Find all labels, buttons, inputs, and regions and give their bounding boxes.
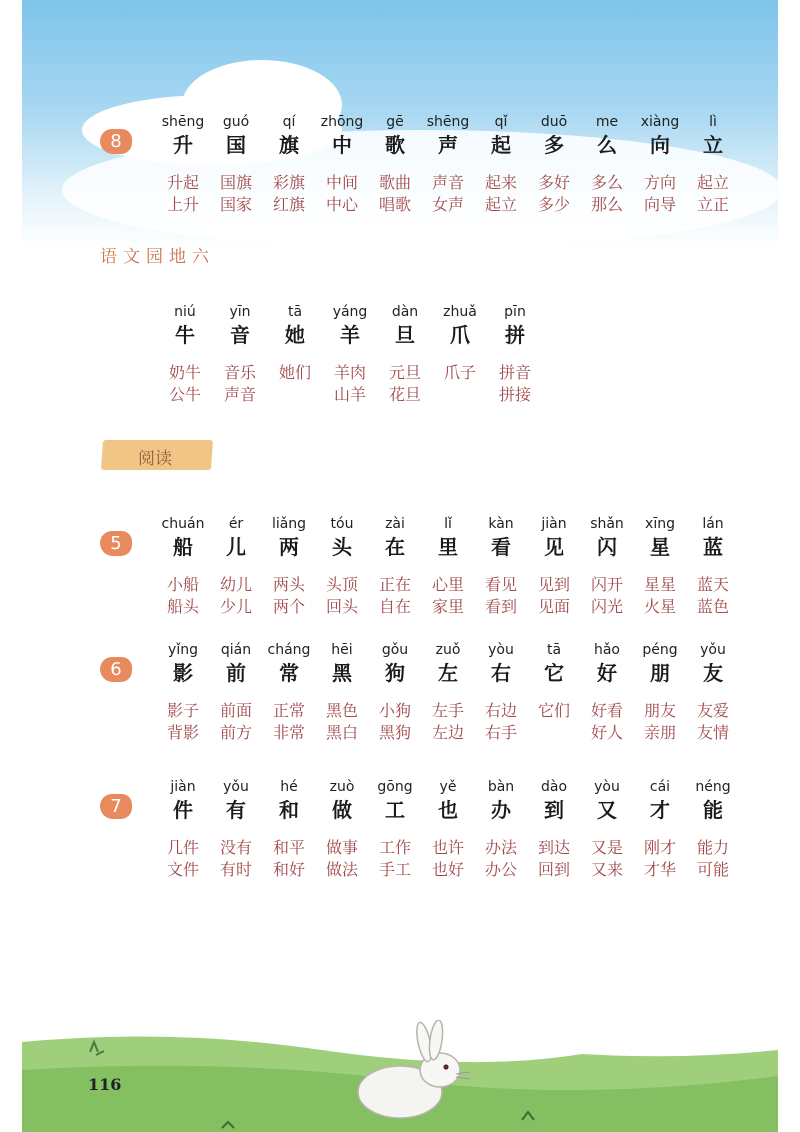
lesson-8-badge: 8 — [100, 129, 132, 154]
example-word-2: 右手 — [484, 723, 517, 742]
character: 船 — [173, 535, 193, 559]
example-word-1: 小狗 — [378, 701, 411, 720]
example-word-1: 小船 — [166, 575, 199, 594]
example-word-2: 红旗 — [272, 195, 305, 214]
example-word-1: 它们 — [537, 701, 570, 720]
pinyin: xīng — [645, 516, 675, 532]
pinyin: me — [595, 114, 619, 130]
example-word-1: 心里 — [431, 575, 464, 594]
example-word-1: 做事 — [325, 838, 358, 857]
pinyin: zuǒ — [435, 642, 461, 658]
example-word-2: 看到 — [484, 597, 517, 616]
pinyin: lì — [709, 114, 717, 130]
character-entry — [314, 113, 370, 216]
example-word-2: 女声 — [431, 195, 464, 214]
pinyin: yòu — [488, 642, 514, 658]
pinyin: shǎn — [590, 516, 624, 532]
character: 才 — [650, 798, 670, 822]
example-word-1: 头顶 — [325, 575, 358, 594]
character: 到 — [544, 798, 564, 822]
character-entry — [685, 641, 741, 744]
character: 声 — [438, 133, 458, 157]
pinyin: qián — [220, 642, 252, 658]
example-word-2: 见面 — [537, 597, 570, 616]
example-word-2: 文件 — [166, 860, 199, 879]
pinyin: hǎo — [593, 642, 621, 658]
example-word-2: 又来 — [590, 860, 623, 879]
pinyin: kàn — [488, 516, 514, 532]
character: 左 — [438, 661, 458, 685]
pinyin: qǐ — [494, 114, 508, 130]
pinyin: yǒu — [700, 642, 726, 658]
character: 么 — [597, 133, 617, 157]
example-word-2: 上升 — [166, 195, 199, 214]
character: 升 — [173, 133, 193, 157]
character-entry — [473, 515, 529, 618]
pinyin: jiàn — [170, 779, 196, 795]
example-word-1: 黑色 — [325, 701, 358, 720]
character: 又 — [597, 798, 617, 822]
pinyin: niú — [174, 304, 196, 320]
character: 朋 — [650, 661, 670, 685]
character: 中 — [332, 133, 352, 157]
lesson-7-badge: 7 — [100, 794, 132, 819]
character: 蓝 — [703, 535, 723, 559]
reading-tag-label: 阅读 — [138, 449, 172, 469]
example-word-2: 船头 — [166, 597, 199, 616]
example-word-2: 蓝色 — [696, 597, 729, 616]
character-entry — [367, 641, 423, 744]
example-word-1: 中间 — [325, 173, 358, 192]
character-entry — [322, 303, 378, 406]
example-word-2: 友情 — [696, 723, 729, 742]
character-entry — [208, 641, 264, 744]
character: 见 — [544, 535, 564, 559]
character-entry — [420, 641, 476, 744]
example-word-2: 黑狗 — [378, 723, 411, 742]
character-entry — [367, 515, 423, 618]
character-entry — [487, 303, 543, 406]
example-word-2: 唱歌 — [378, 195, 411, 214]
pinyin: zuò — [329, 779, 355, 795]
character-entry — [314, 515, 370, 618]
example-word-2: 才华 — [643, 860, 676, 879]
example-word-2: 左边 — [431, 723, 464, 742]
example-word-1: 正常 — [272, 701, 305, 720]
character-entry — [632, 778, 688, 881]
character-entry — [261, 778, 317, 881]
pinyin: jiàn — [541, 516, 567, 532]
character-entry — [685, 113, 741, 216]
example-word-1: 星星 — [643, 575, 676, 594]
character: 向 — [650, 133, 670, 157]
pinyin: liǎng — [271, 516, 307, 532]
character: 立 — [703, 133, 723, 157]
lesson-5-badge: 5 — [100, 531, 132, 556]
example-word-2: 火星 — [643, 597, 676, 616]
character: 头 — [332, 535, 352, 559]
character-entry — [314, 641, 370, 744]
example-word-2 — [432, 384, 488, 406]
character: 好 — [597, 661, 617, 685]
example-word-1: 没有 — [219, 838, 252, 857]
example-word-2: 多少 — [537, 195, 570, 214]
example-word-2: 那么 — [590, 195, 623, 214]
pinyin: dàn — [391, 304, 419, 320]
example-word-1: 工作 — [378, 838, 411, 857]
character-entry — [208, 515, 264, 618]
example-word-1: 起来 — [484, 173, 517, 192]
pinyin: zhuǎ — [443, 304, 477, 320]
character: 起 — [491, 133, 511, 157]
pinyin: shēng — [426, 114, 470, 130]
character: 右 — [491, 661, 511, 685]
character-entry — [155, 778, 211, 881]
example-word-1: 羊肉 — [333, 363, 366, 382]
character: 狗 — [385, 661, 405, 685]
pinyin: hēi — [331, 642, 353, 658]
example-word-2 — [267, 384, 323, 406]
example-word-2: 公牛 — [168, 385, 201, 404]
character-entry — [367, 113, 423, 216]
character-entry — [632, 641, 688, 744]
character: 有 — [226, 798, 246, 822]
example-word-2: 回到 — [537, 860, 570, 879]
pinyin: pīn — [504, 304, 526, 320]
example-word-1: 她们 — [278, 363, 311, 382]
character: 牛 — [175, 323, 195, 347]
example-word-1: 蓝天 — [696, 575, 729, 594]
character: 歌 — [385, 133, 405, 157]
character: 星 — [650, 535, 670, 559]
example-word-2: 背影 — [166, 723, 199, 742]
pinyin: ér — [228, 516, 244, 532]
example-word-2: 中心 — [325, 195, 358, 214]
character-entry — [579, 515, 635, 618]
character: 旗 — [279, 133, 299, 157]
character-entry — [632, 113, 688, 216]
example-word-1: 友爱 — [696, 701, 729, 720]
example-word-2: 手工 — [378, 860, 411, 879]
character: 做 — [332, 798, 352, 822]
character: 拼 — [505, 323, 525, 347]
example-word-2: 闪光 — [590, 597, 623, 616]
character: 多 — [544, 133, 564, 157]
character-entry — [526, 778, 582, 881]
example-word-1: 声音 — [431, 173, 464, 192]
example-word-1: 右边 — [484, 701, 517, 720]
pinyin: tā — [287, 304, 303, 320]
example-word-1: 看见 — [484, 575, 517, 594]
character: 在 — [385, 535, 405, 559]
pinyin: yīn — [229, 304, 251, 320]
pinyin: yǐng — [168, 642, 198, 658]
example-word-2: 少儿 — [219, 597, 252, 616]
character-entry — [212, 303, 268, 406]
section-heading-garden: 语文园地六 — [100, 247, 215, 267]
example-word-2: 办公 — [484, 860, 517, 879]
character: 黑 — [332, 661, 352, 685]
example-word-1: 多好 — [537, 173, 570, 192]
example-word-1: 到达 — [537, 838, 570, 857]
character: 国 — [226, 133, 246, 157]
example-word-1: 见到 — [537, 575, 570, 594]
example-word-1: 正在 — [378, 575, 411, 594]
pinyin: gǒu — [381, 642, 409, 658]
pinyin: gōng — [377, 779, 413, 795]
character-entry — [526, 113, 582, 216]
example-word-1: 爪子 — [443, 363, 476, 382]
example-word-2: 向导 — [643, 195, 676, 214]
example-word-1: 多么 — [590, 173, 623, 192]
example-word-2: 回头 — [325, 597, 358, 616]
example-word-1: 闪开 — [590, 575, 623, 594]
example-word-2: 拼接 — [498, 385, 531, 404]
character: 件 — [173, 798, 193, 822]
example-word-2: 和好 — [272, 860, 305, 879]
pinyin: yǒu — [223, 779, 249, 795]
character-entry — [208, 778, 264, 881]
example-word-1: 刚才 — [643, 838, 676, 857]
pinyin: bàn — [487, 779, 515, 795]
character-entry — [579, 641, 635, 744]
pinyin: péng — [642, 642, 678, 658]
pinyin: yě — [439, 779, 457, 795]
example-word-2 — [526, 722, 582, 744]
example-word-1: 也许 — [431, 838, 464, 857]
example-word-1: 拼音 — [498, 363, 531, 382]
character: 办 — [491, 798, 511, 822]
character-entry — [261, 515, 317, 618]
example-word-1: 办法 — [484, 838, 517, 857]
page-number: 116 — [88, 1075, 122, 1094]
character-entry — [579, 113, 635, 216]
character-entry — [267, 303, 323, 406]
example-word-2: 立正 — [696, 195, 729, 214]
character-entry — [155, 113, 211, 216]
example-word-1: 升起 — [166, 173, 199, 192]
example-word-1: 两头 — [272, 575, 305, 594]
example-word-2: 好人 — [590, 723, 623, 742]
character: 两 — [279, 535, 299, 559]
pinyin: tóu — [330, 516, 354, 532]
character-entry — [685, 778, 741, 881]
pinyin: lán — [702, 516, 724, 532]
pinyin: dào — [540, 779, 568, 795]
character: 爪 — [450, 323, 470, 347]
example-word-1: 彩旗 — [272, 173, 305, 192]
example-word-1: 影子 — [166, 701, 199, 720]
grass-illustration — [22, 1020, 778, 1132]
character-entry — [473, 641, 529, 744]
example-word-1: 好看 — [590, 701, 623, 720]
example-word-1: 几件 — [166, 838, 199, 857]
pinyin: zhōng — [320, 114, 364, 130]
character: 工 — [385, 798, 405, 822]
pinyin: shēng — [161, 114, 205, 130]
pinyin: yòu — [594, 779, 620, 795]
example-word-2: 有时 — [219, 860, 252, 879]
pinyin: hé — [280, 779, 298, 795]
example-word-1: 又是 — [590, 838, 623, 857]
character: 看 — [491, 535, 511, 559]
character: 旦 — [395, 323, 415, 347]
character-entry — [685, 515, 741, 618]
pinyin: duō — [540, 114, 568, 130]
lesson-6-badge: 6 — [100, 657, 132, 682]
example-word-1: 方向 — [643, 173, 676, 192]
example-word-2: 可能 — [696, 860, 729, 879]
example-word-1: 音乐 — [223, 363, 256, 382]
example-word-2: 国家 — [219, 195, 252, 214]
example-word-1: 起立 — [696, 173, 729, 192]
example-word-2: 声音 — [223, 385, 256, 404]
example-word-1: 能力 — [696, 838, 729, 857]
example-word-1: 歌曲 — [378, 173, 411, 192]
pinyin: guó — [222, 114, 250, 130]
example-word-1: 元旦 — [388, 363, 421, 382]
character: 也 — [438, 798, 458, 822]
pinyin: tā — [546, 642, 562, 658]
character: 常 — [279, 661, 299, 685]
pinyin: cái — [649, 779, 671, 795]
example-word-2: 山羊 — [333, 385, 366, 404]
character-entry — [420, 778, 476, 881]
character-entry — [526, 641, 582, 744]
character-entry — [377, 303, 433, 406]
character-entry — [420, 515, 476, 618]
character-entry — [526, 515, 582, 618]
example-word-2: 亲朋 — [643, 723, 676, 742]
example-word-1: 左手 — [431, 701, 464, 720]
character-entry — [432, 303, 488, 406]
character: 闪 — [597, 535, 617, 559]
example-word-1: 奶牛 — [168, 363, 201, 382]
character-entry — [314, 778, 370, 881]
example-word-2: 做法 — [325, 860, 358, 879]
character-entry — [420, 113, 476, 216]
pinyin: gē — [386, 114, 404, 130]
character: 她 — [285, 323, 305, 347]
example-word-2: 花旦 — [388, 385, 421, 404]
character-entry — [208, 113, 264, 216]
example-word-2: 家里 — [431, 597, 464, 616]
example-word-2: 黑白 — [325, 723, 358, 742]
example-word-2: 两个 — [272, 597, 305, 616]
pinyin: zài — [385, 516, 405, 532]
character: 它 — [544, 661, 564, 685]
character: 羊 — [340, 323, 360, 347]
pinyin: qí — [282, 114, 296, 130]
example-word-2: 非常 — [272, 723, 305, 742]
character-entry — [473, 778, 529, 881]
character-entry — [632, 515, 688, 618]
character: 前 — [226, 661, 246, 685]
pinyin: xiàng — [640, 114, 680, 130]
character: 友 — [703, 661, 723, 685]
character: 能 — [703, 798, 723, 822]
pinyin: lǐ — [444, 516, 452, 532]
example-word-1: 和平 — [272, 838, 305, 857]
character-entry — [155, 515, 211, 618]
character: 音 — [230, 323, 250, 347]
example-word-2: 自在 — [378, 597, 411, 616]
pinyin: chuán — [161, 516, 205, 532]
example-word-1: 国旗 — [219, 173, 252, 192]
example-word-1: 朋友 — [643, 701, 676, 720]
character-entry — [367, 778, 423, 881]
character: 儿 — [226, 535, 246, 559]
character-entry — [473, 113, 529, 216]
character: 影 — [173, 661, 193, 685]
pinyin: yáng — [332, 304, 368, 320]
example-word-1: 幼儿 — [219, 575, 252, 594]
character-entry — [261, 641, 317, 744]
character: 和 — [279, 798, 299, 822]
character-entry — [157, 303, 213, 406]
example-word-2: 也好 — [431, 860, 464, 879]
example-word-1: 前面 — [219, 701, 252, 720]
example-word-2: 前方 — [219, 723, 252, 742]
character-entry — [579, 778, 635, 881]
character: 里 — [438, 535, 458, 559]
character-entry — [155, 641, 211, 744]
character-entry — [261, 113, 317, 216]
pinyin: cháng — [267, 642, 311, 658]
example-word-2: 起立 — [484, 195, 517, 214]
pinyin: néng — [695, 779, 731, 795]
